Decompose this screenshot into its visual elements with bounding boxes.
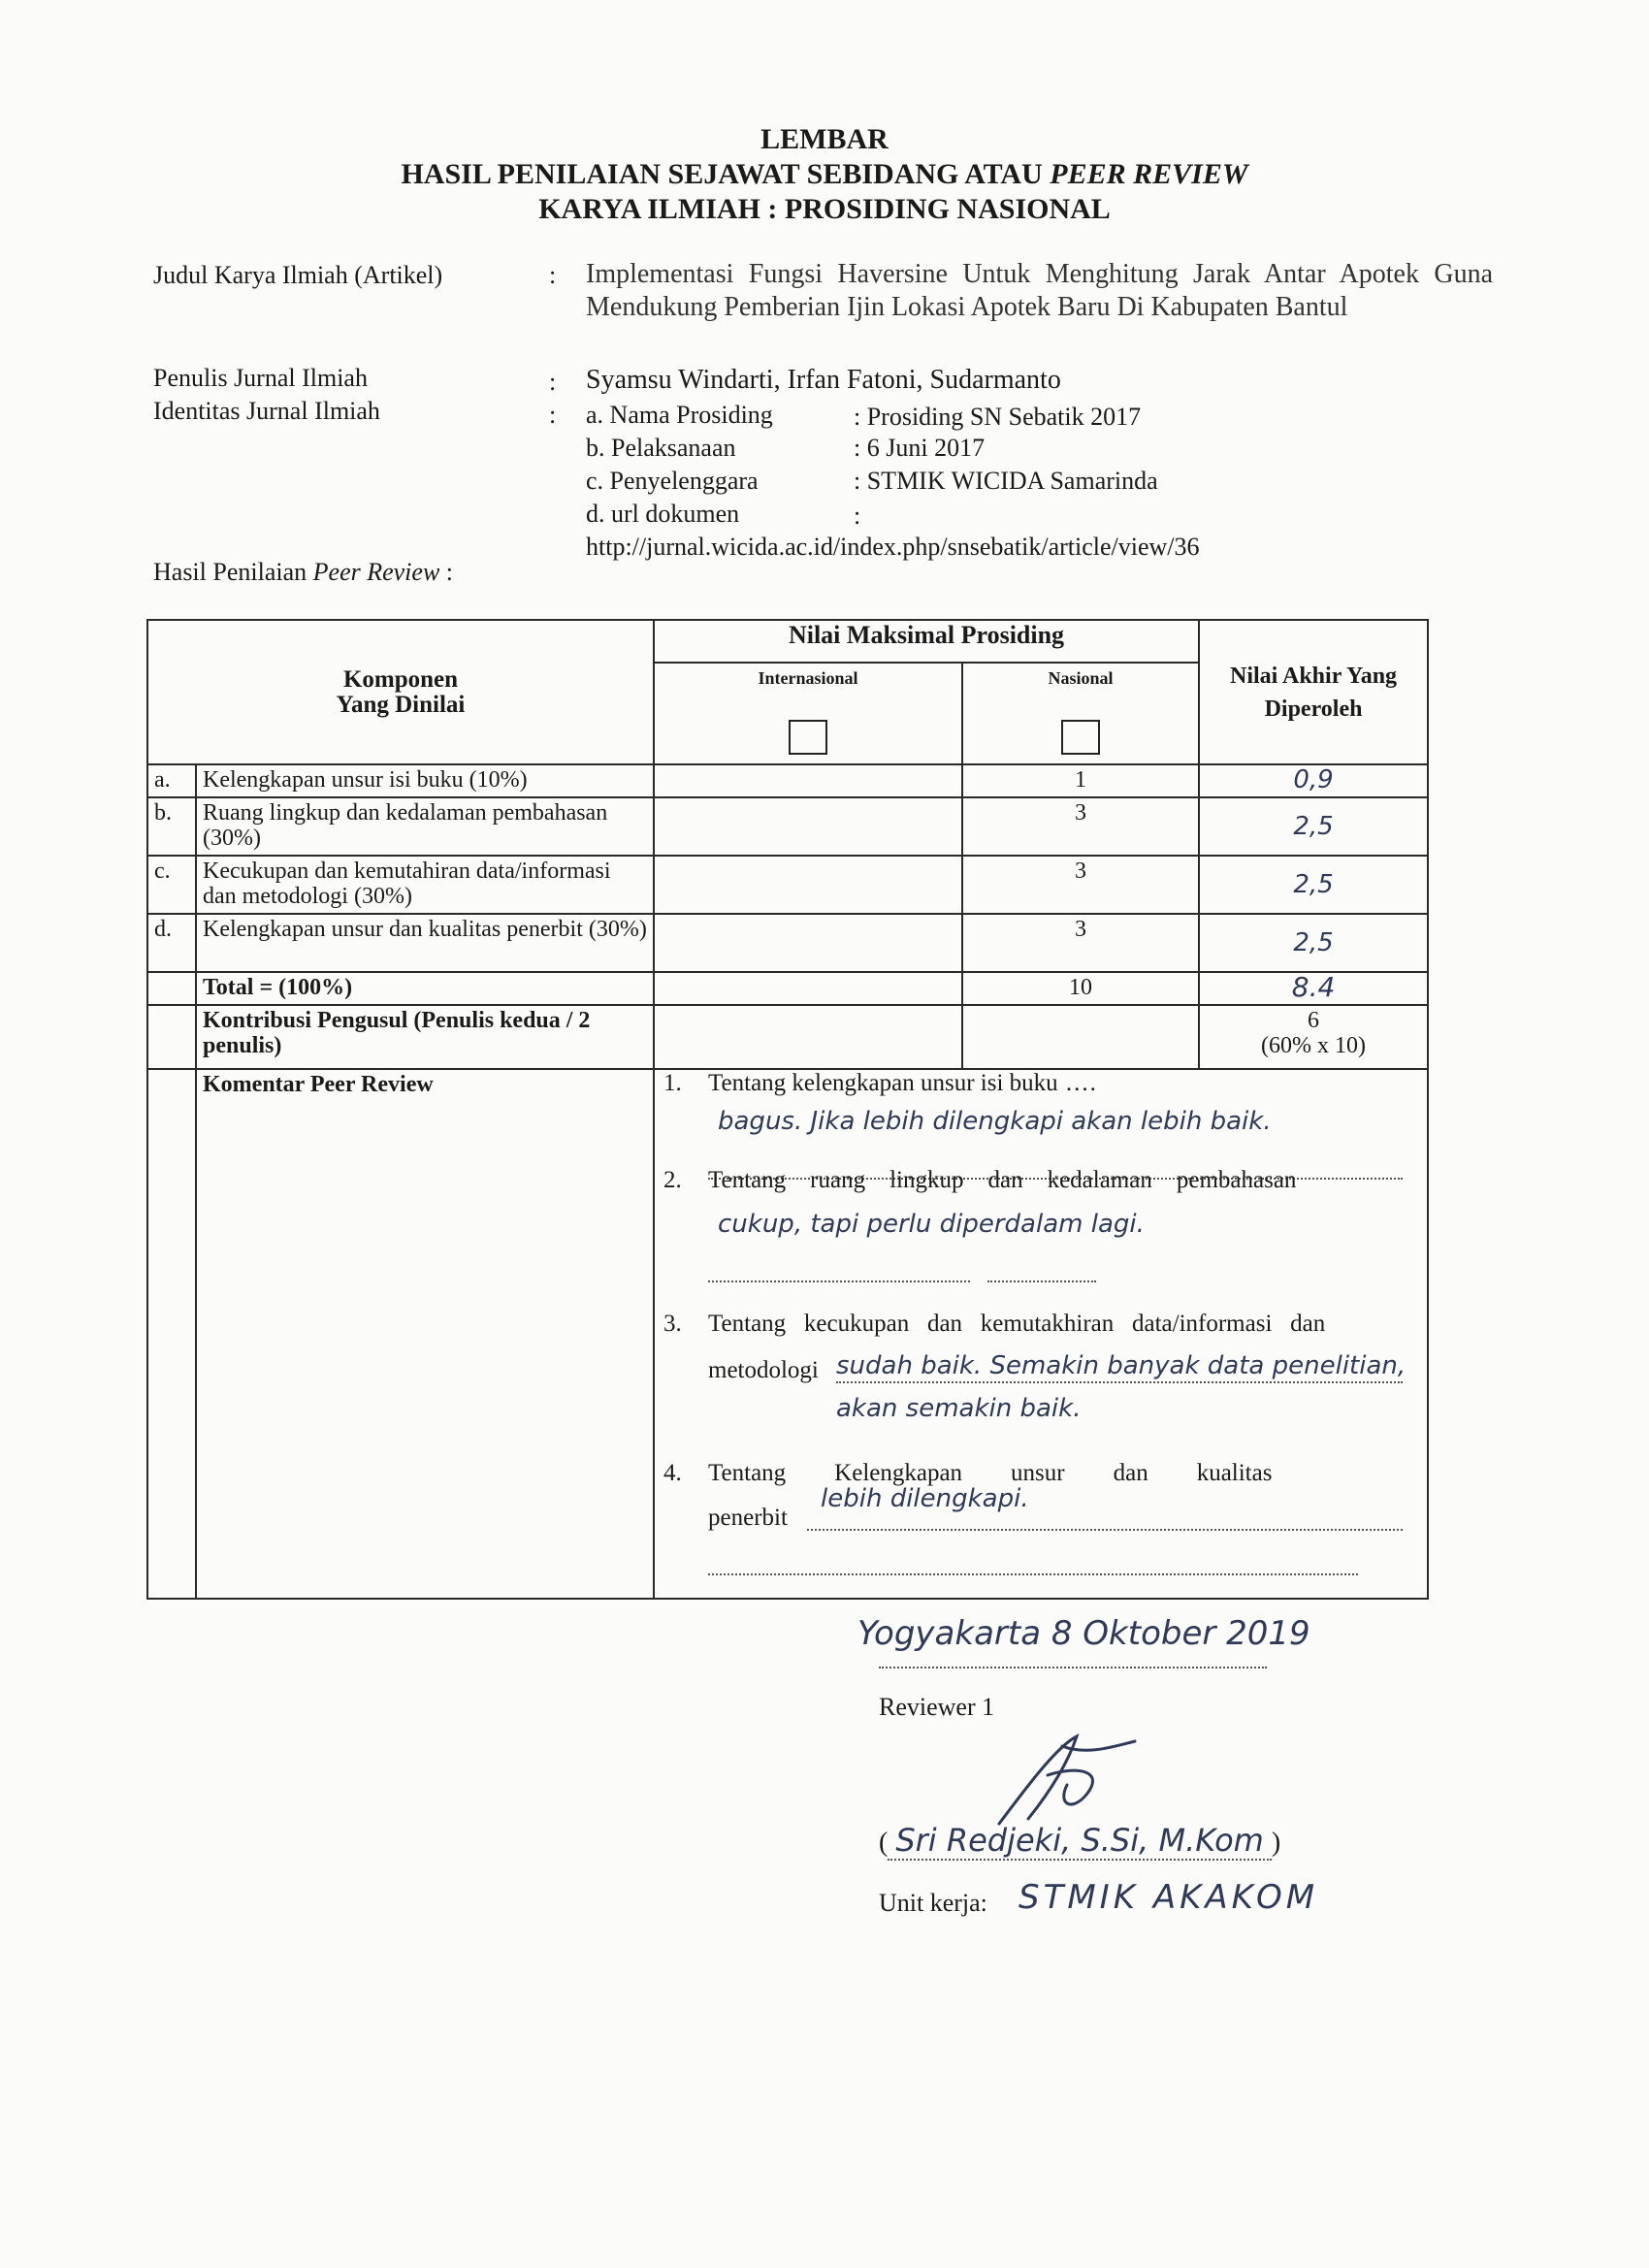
judul-colon: : (549, 261, 557, 289)
kontribusi-row (147, 1005, 1428, 1069)
doc-title-line2: HASIL PENILAIAN SEJAWAT SEBIDANG ATAU PEER REVIEW (401, 158, 1248, 190)
url-value: http://jurnal.wicida.ac.id/index.php/snsebatik/article/view/36 (586, 533, 1200, 561)
comment-3-prompt: Tentang kecukupan dan kemutakhiran data/informasi dan (708, 1311, 1326, 1337)
header-nasional (962, 663, 1199, 764)
header-internasional (654, 663, 962, 764)
comment-4-prompt: Tentang Kelengkapan unsur dan kualitas (708, 1460, 1273, 1486)
total-max: 10 (962, 972, 1199, 1005)
comment-1-prompt: Tentang kelengkapan unsur isi buku .... (708, 1070, 1098, 1096)
pelaksanaan-label: b. Pelaksanaan (586, 434, 736, 462)
judul-value: Implementasi Fungsi Haversine Untuk Menghitung Jarak Antar Apotek Guna Mendukung Pemberian Ijin Lokasi Apotek Baru Di Kabupaten Bantul (586, 259, 1493, 322)
comment-3-num: 3. (663, 1311, 682, 1337)
row-label: Ruang lingkup dan kedalaman pembahasan (30%) (196, 797, 654, 856)
row-letter: a. (147, 764, 196, 797)
total-row (147, 972, 1428, 1005)
comment-1-handwritten: bagus. Jika lebih dilengkapi akan lebih baik. (718, 1107, 1272, 1136)
comment-4-handwritten: lebih dilengkapi. (821, 1484, 1029, 1513)
pelaksanaan-value: : 6 Juni 2017 (854, 434, 986, 462)
penyelenggara-label: c. Penyelenggara (586, 467, 759, 495)
unit-label: Unit kerja: (879, 1889, 987, 1917)
reviewer-label: Reviewer 1 (879, 1693, 995, 1721)
row-score: 0,9 (1199, 764, 1428, 797)
kontribusi-value: 6 (1308, 1008, 1320, 1033)
penulis-colon: : (549, 368, 557, 396)
comment-3-handwritten: sudah baik. Semakin banyak data penelitian, akan semakin baik. (836, 1351, 1406, 1423)
row-label: Kelengkapan unsur isi buku (10%) (196, 764, 654, 797)
row-label: Kelengkapan unsur dan kualitas penerbit (30%) (196, 914, 654, 972)
identitas-colon: : (549, 401, 557, 429)
penulis-value: Syamsu Windarti, Irfan Fatoni, Sudarmanto (586, 365, 1061, 395)
place-date: Yogyakarta 8 Oktober 2019 (857, 1614, 1310, 1653)
table-row (147, 764, 1428, 797)
signature-icon (970, 1727, 1164, 1833)
total-score: 8.4 (1199, 972, 1428, 1005)
total-label: Total = (100%) (196, 972, 654, 1005)
comment-2-prompt: Tentang ruang lingkup dan kedalaman pembahasan (708, 1167, 1297, 1193)
row-score: 2,5 (1199, 856, 1428, 914)
row-max: 3 (962, 856, 1199, 914)
penyelenggara-value: : STMIK WICIDA Samarinda (854, 467, 1158, 495)
comment-1-prompt-text: Tentang kelengkapan unsur isi buku (708, 1070, 1058, 1096)
url-colon: : (854, 502, 861, 530)
internasional-checkbox[interactable] (789, 720, 827, 755)
row-letter: c. (147, 856, 196, 914)
header-nilai-maks: Nilai Maksimal Prosiding (654, 620, 1199, 663)
row-score: 2,5 (1199, 914, 1428, 972)
nama-prosiding-value: : Prosiding SN Sebatik 2017 (854, 403, 1142, 431)
nama-prosiding-label: a. Nama Prosiding (586, 401, 773, 429)
header-nilai-akhir: Nilai Akhir Yang Diperoleh (1199, 620, 1428, 764)
table-row (147, 856, 1428, 914)
comment-1-num: 1. (663, 1070, 682, 1096)
row-max: 3 (962, 797, 1199, 856)
doc-title-line3: KARYA ILMIAH : PROSIDING NASIONAL (538, 193, 1111, 225)
kontribusi-note: (60% x 10) (1261, 1033, 1366, 1058)
internasional-label: Internasional (758, 668, 858, 688)
row-letter: b. (147, 797, 196, 856)
comment-3-prompt2: metodologi (708, 1357, 819, 1383)
judul-label: Judul Karya Ilmiah (Artikel) (153, 261, 443, 289)
unit-value: STMIK AKAKOM (1018, 1878, 1319, 1917)
table-row (147, 797, 1428, 856)
comment-2-num: 2. (663, 1167, 682, 1193)
doc-title-line1: LEMBAR (760, 123, 889, 155)
comment-4-num: 4. (663, 1460, 682, 1486)
hasil-label: Hasil Penilaian Peer Review : (153, 558, 454, 586)
identitas-label: Identitas Jurnal Ilmiah (153, 397, 380, 425)
reviewer-name-line: ( Sri Redjeki, S.Si, M.Kom ) (879, 1822, 1281, 1859)
row-max: 3 (962, 914, 1199, 972)
reviewer-name: Sri Redjeki, S.Si, M.Kom (888, 1822, 1272, 1861)
url-label: d. url dokumen (586, 500, 740, 528)
comment-4-prompt2: penerbit (708, 1505, 788, 1531)
nasional-label: Nasional (1048, 668, 1114, 688)
comment-2-handwritten: cukup, tapi perlu diperdalam lagi. (718, 1210, 1145, 1239)
row-letter: d. (147, 914, 196, 972)
penulis-label: Penulis Jurnal Ilmiah (153, 364, 368, 392)
kontribusi-cell (1199, 1005, 1428, 1069)
table-row (147, 914, 1428, 972)
kontribusi-label: Kontribusi Pengusul (Penulis kedua / 2 penulis) (196, 1005, 654, 1069)
nasional-checkbox[interactable] (1061, 720, 1100, 755)
row-max: 1 (962, 764, 1199, 797)
row-score: 2,5 (1199, 797, 1428, 856)
komentar-label: Komentar Peer Review (196, 1069, 654, 1599)
row-label: Kecukupan dan kemutahiran data/informasi dan metodologi (30%) (196, 856, 654, 914)
header-komponen: Komponen Yang Dinilai (147, 620, 654, 764)
